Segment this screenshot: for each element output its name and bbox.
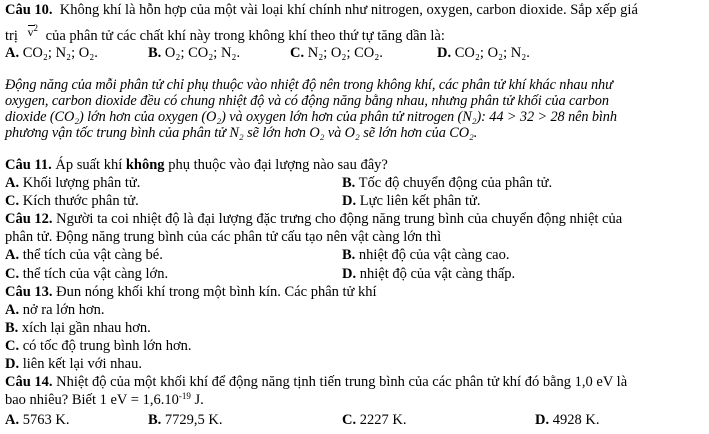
q13-option-c[interactable] bbox=[5, 338, 192, 355]
option-letter: C. bbox=[5, 266, 20, 282]
option-text: Lực liên kết phân tử. bbox=[359, 193, 481, 209]
q14-text-post: J. bbox=[190, 392, 204, 408]
q10-option-d[interactable] bbox=[437, 45, 530, 62]
option-text: 7729,5 K. bbox=[164, 412, 223, 428]
q14-exponent: -19 bbox=[178, 391, 191, 401]
q12-stem-line2: phân tử. Động năng trung bình của các phân tử cấu tạo nên vật càng lớn thì bbox=[5, 229, 442, 245]
option-text: CO₂; O₂; N₂. bbox=[454, 45, 530, 61]
q14-option-a[interactable] bbox=[5, 412, 69, 429]
option-letter: A. bbox=[5, 45, 20, 61]
option-text: CO₂; N₂; O₂. bbox=[22, 45, 98, 61]
option-letter: A. bbox=[5, 412, 20, 428]
q10-option-b[interactable] bbox=[148, 45, 240, 62]
option-letter: D. bbox=[342, 266, 357, 282]
q12-option-b[interactable] bbox=[342, 247, 510, 264]
q11-stem bbox=[5, 157, 388, 174]
q12-text: Người ta coi nhiệt độ là đại lượng đặc trưng cho động năng trung bình của chuyển động nhiệt của bbox=[56, 211, 623, 227]
option-text: liên kết lại với nhau. bbox=[22, 356, 142, 372]
option-letter: A. bbox=[5, 247, 20, 263]
option-text: có tốc độ trung bình lớn hơn. bbox=[22, 338, 192, 354]
q13-stem bbox=[5, 284, 377, 301]
q10-option-c[interactable] bbox=[290, 45, 383, 62]
option-text: Tốc độ chuyển động của phân tử. bbox=[358, 175, 553, 191]
option-text: thể tích của vật càng bé. bbox=[22, 247, 163, 263]
q13-option-a[interactable] bbox=[5, 302, 105, 319]
symbol-exp: 2 bbox=[33, 23, 39, 33]
option-letter: A. bbox=[5, 175, 20, 191]
q14-stem-line1 bbox=[5, 374, 627, 391]
q10-explanation-line1: Động năng của mỗi phân tử chỉ phụ thuộc vào nhiệt độ nên trong không khí, các phân tử khí khác nhau như bbox=[5, 77, 613, 93]
option-text: nhiệt độ của vật càng thấp. bbox=[359, 266, 516, 282]
q10-explanation-line3: dioxide (CO₂) lớn hơn của oxygen (O₂) và oxygen lớn hơn của phân tử nitrogen (N₂): 44 > 32 > 28 nên bình bbox=[5, 109, 617, 125]
q14-text: Nhiệt độ của một khối khí để động năng tịnh tiến trung bình của các phân tử khí đó bằng 1,0 eV là bbox=[56, 374, 628, 390]
q11-text-post: phụ thuộc vào đại lượng nào sau đây? bbox=[168, 157, 388, 173]
option-letter: D. bbox=[535, 412, 550, 428]
option-letter: D. bbox=[437, 45, 452, 61]
q10-explanation-line2: oxygen, carbon dioxide đều có chung nhiệt độ và có động năng bằng nhau, nhưng phân tử khối của carbon bbox=[5, 93, 609, 109]
q13-label: Câu 13. bbox=[5, 284, 53, 300]
q14-label: Câu 14. bbox=[5, 374, 53, 390]
option-letter: C. bbox=[5, 193, 20, 209]
option-letter: C. bbox=[290, 45, 305, 61]
option-text: xích lại gần nhau hơn. bbox=[21, 320, 151, 336]
q10-label: Câu 10. bbox=[5, 2, 53, 18]
q11-option-d[interactable] bbox=[342, 193, 481, 210]
q12-option-d[interactable] bbox=[342, 266, 515, 283]
q11-option-c[interactable] bbox=[5, 193, 139, 210]
q12-label: Câu 12. bbox=[5, 211, 53, 227]
option-text: nhiệt độ của vật càng cao. bbox=[358, 247, 510, 263]
option-letter: B. bbox=[148, 45, 162, 61]
option-text: nở ra lớn hơn. bbox=[22, 302, 105, 318]
option-letter: A. bbox=[5, 302, 20, 318]
symbol-v: v bbox=[27, 25, 34, 39]
option-letter: C. bbox=[342, 412, 357, 428]
option-letter: B. bbox=[342, 247, 356, 263]
q11-option-a[interactable] bbox=[5, 175, 140, 192]
q14-option-d[interactable] bbox=[535, 412, 599, 429]
option-letter: B. bbox=[342, 175, 356, 191]
option-letter: C. bbox=[5, 338, 20, 354]
q12-option-c[interactable] bbox=[5, 266, 168, 283]
option-text: 5763 K. bbox=[22, 412, 70, 428]
option-text: Khối lượng phân tử. bbox=[22, 175, 141, 191]
option-letter: B. bbox=[148, 412, 162, 428]
q10-text-pre: trị bbox=[5, 28, 18, 44]
option-text: O₂; CO₂; N₂. bbox=[164, 45, 241, 61]
q10-text: Không khí là hỗn hợp của một vài loại khí chính như nitrogen, oxygen, carbon dioxide. Sắp xếp giá bbox=[59, 2, 638, 18]
q10-explanation-line4: phương vận tốc trung bình của phân tử N₂ sẽ lớn hơn O₂ và O₂ sẽ lớn hơn của CO₂. bbox=[5, 125, 478, 141]
option-letter: D. bbox=[5, 356, 20, 372]
q11-option-b[interactable] bbox=[342, 175, 552, 192]
q12-option-a[interactable] bbox=[5, 247, 163, 264]
q11-label: Câu 11. bbox=[5, 157, 52, 173]
option-text: 2227 K. bbox=[359, 412, 407, 428]
q14-stem-line2 bbox=[5, 392, 204, 409]
option-letter: B. bbox=[5, 320, 19, 336]
v-squared-symbol bbox=[28, 24, 39, 41]
option-text: thể tích của vật càng lớn. bbox=[22, 266, 169, 282]
q11-text-bold: không bbox=[125, 157, 165, 173]
q10-stem-line2 bbox=[5, 24, 445, 45]
q10-option-a[interactable] bbox=[5, 45, 98, 62]
q14-option-c[interactable] bbox=[342, 412, 406, 429]
q14-option-b[interactable] bbox=[148, 412, 223, 429]
q13-option-d[interactable] bbox=[5, 356, 142, 373]
option-text: N₂; O₂; CO₂. bbox=[307, 45, 383, 61]
option-text: 4928 K. bbox=[552, 412, 600, 428]
q12-stem-line1 bbox=[5, 211, 622, 228]
q13-option-b[interactable] bbox=[5, 320, 151, 337]
q14-text-pre: bao nhiêu? Biết 1 eV = 1,6.10 bbox=[5, 392, 179, 408]
q10-stem-line1 bbox=[5, 2, 638, 19]
option-text: Kích thước phân tử. bbox=[22, 193, 139, 209]
q13-text: Đun nóng khối khí trong một bình kín. Các phân tử khí bbox=[56, 284, 377, 300]
option-letter: D. bbox=[342, 193, 357, 209]
q10-text-post: của phân tử các chất khí này trong không khí theo thứ tự tăng dần là: bbox=[45, 28, 445, 44]
q11-text-pre: Áp suất khí bbox=[55, 157, 123, 173]
